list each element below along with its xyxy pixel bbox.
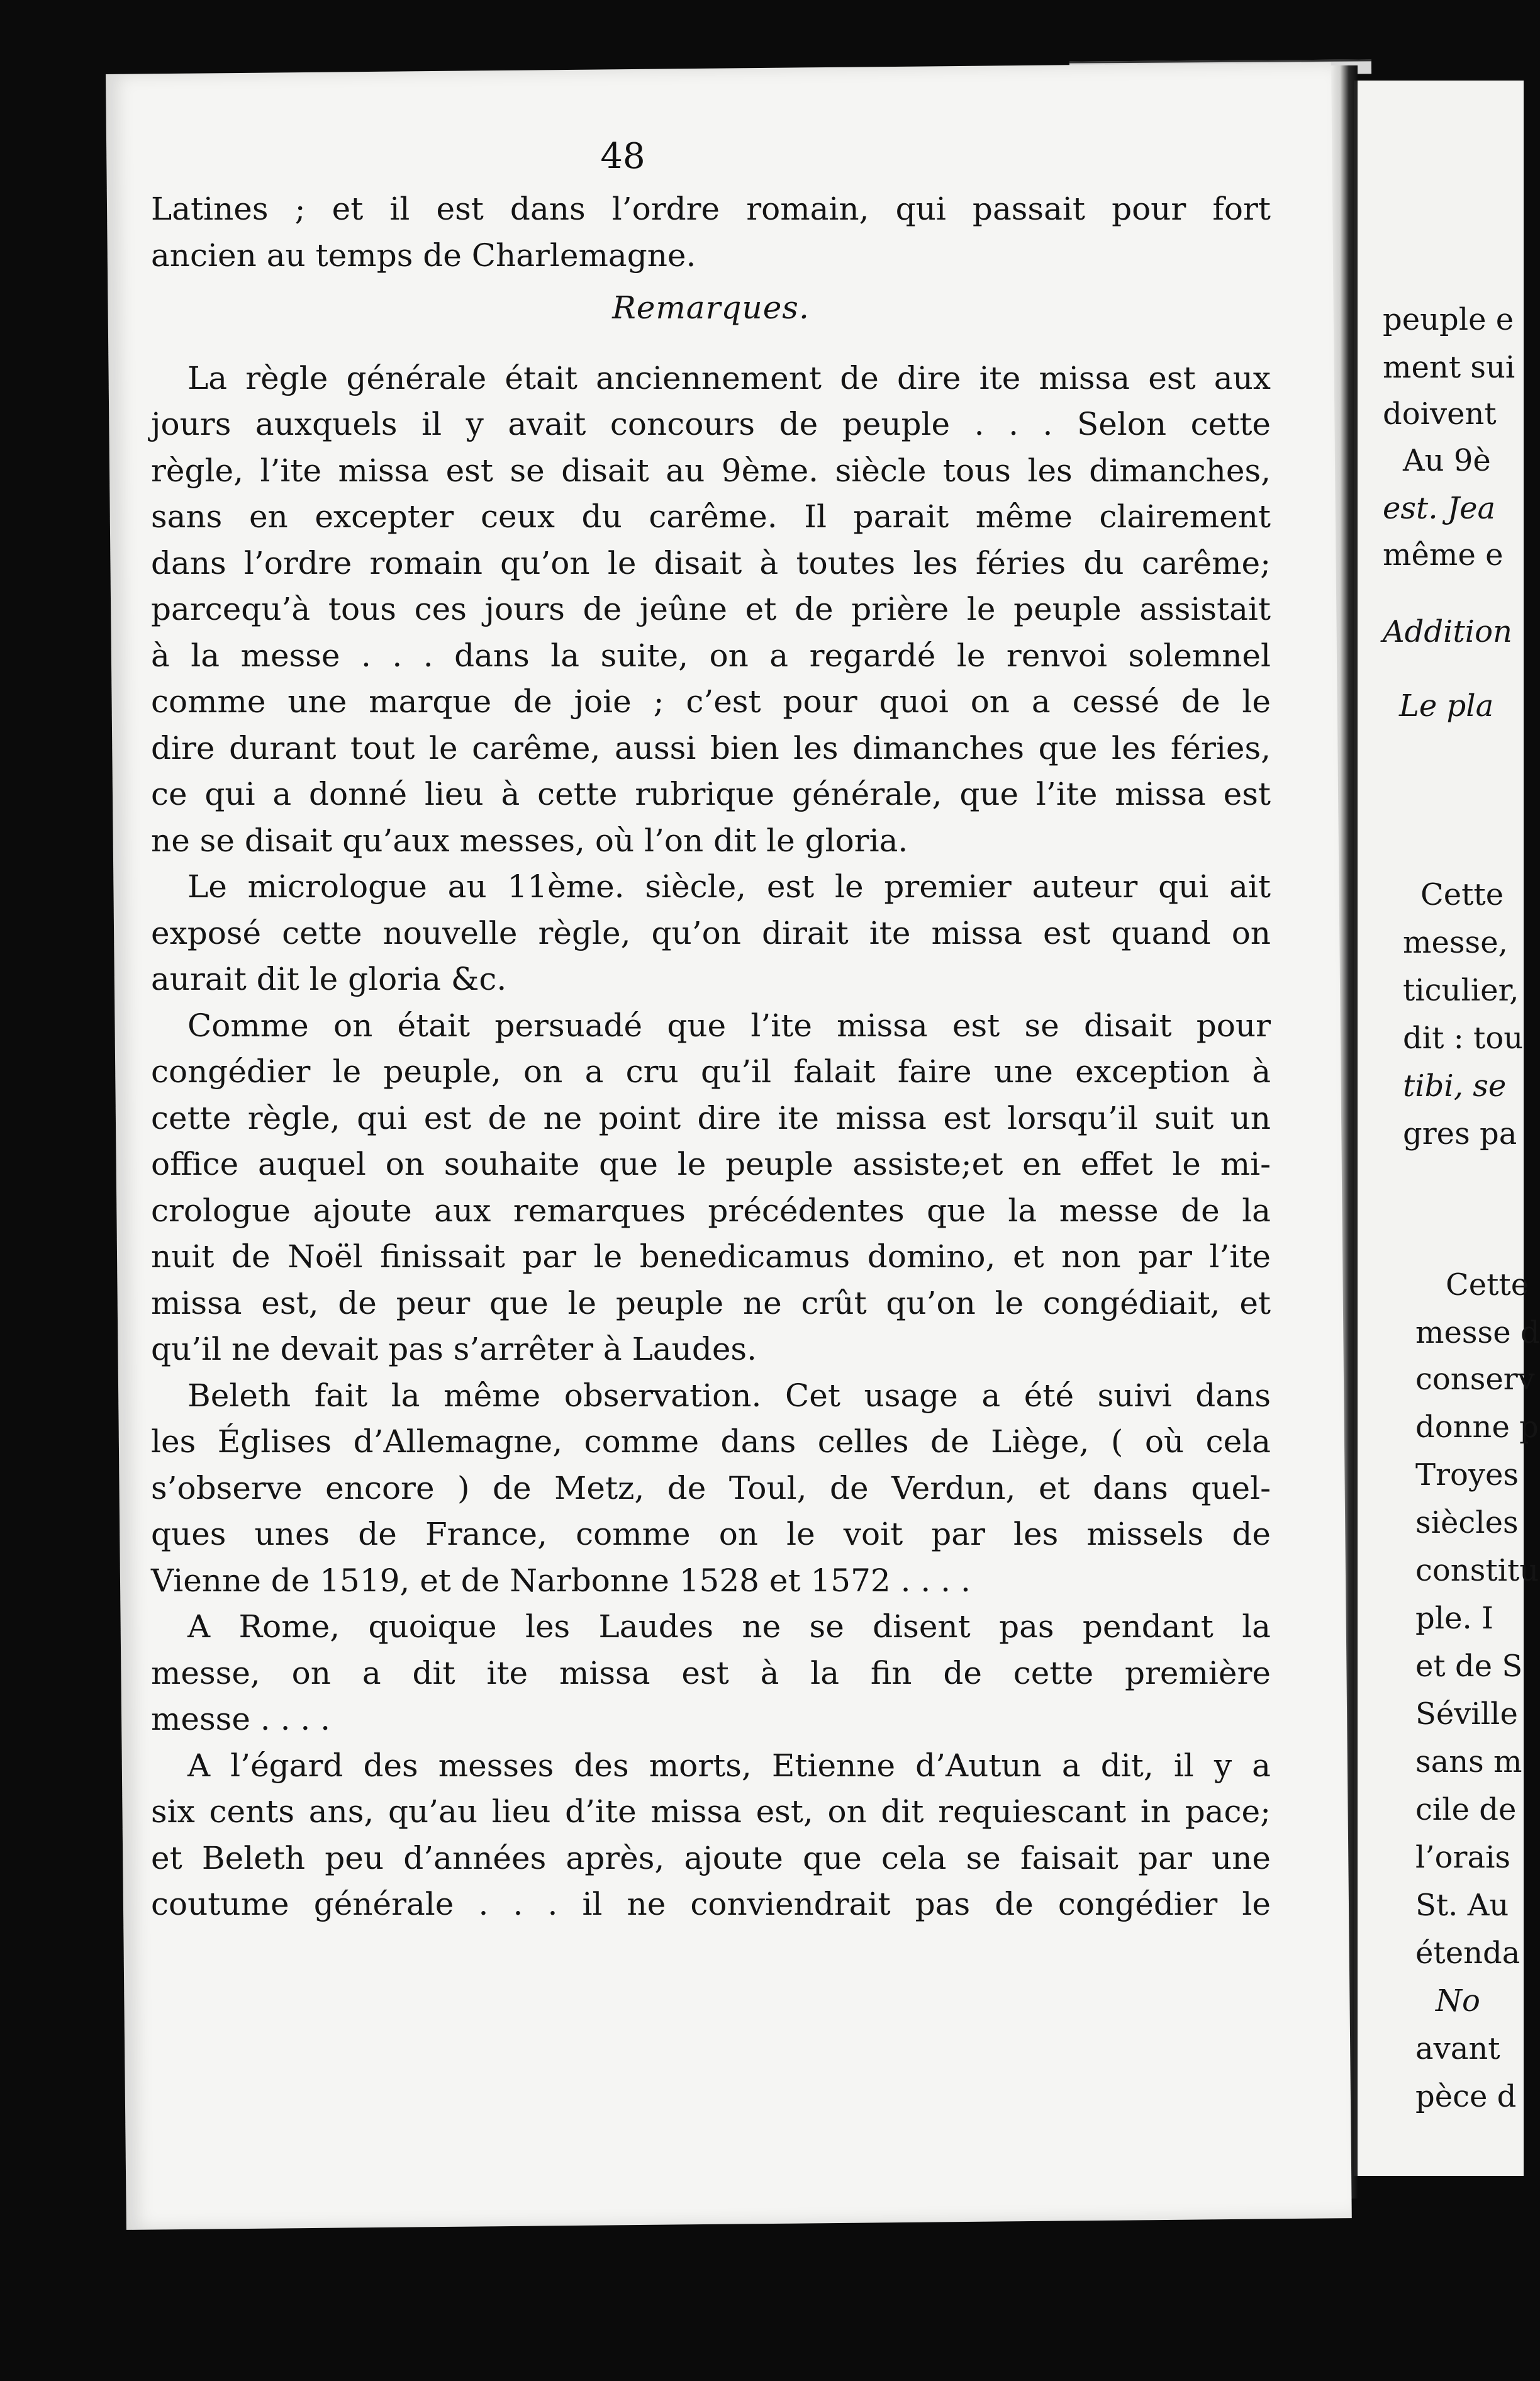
fragment-line: conserv: [1415, 1362, 1535, 1397]
text-line: La règle générale était anciennement de dire ite missa est aux: [187, 359, 1271, 396]
fragment-line: ment sui: [1383, 350, 1515, 385]
paragraph: [151, 1604, 1271, 1743]
text-line: sans en excepter ceux du carême. Il parait même clairement: [151, 498, 1271, 535]
fragment-line: No: [1436, 1983, 1480, 2019]
fragment-line: messe d: [1415, 1315, 1540, 1350]
text-line: Vienne de 1519, et de Narbonne 1528 et 1572 . . . .: [151, 1562, 971, 1599]
text-line: A l’égard des messes des morts, Etienne d’Autun a dit, il y a: [187, 1747, 1271, 1784]
fragment-line: Séville: [1415, 1696, 1518, 1732]
fragment-line: St. Au: [1415, 1888, 1509, 1923]
text-line: messe, on a dit ite missa est à la fin de cette première: [151, 1654, 1271, 1691]
paragraph: [151, 1743, 1271, 1928]
text-line: ce qui a donné lieu à cette rubrique générale, que l’ite missa est: [151, 776, 1271, 812]
text-line: office auquel on souhaite que le peuple assiste;et en effet le mi-: [151, 1146, 1271, 1182]
fragment-line: cile de: [1415, 1792, 1517, 1827]
fragment-line: Addition: [1383, 614, 1512, 649]
paragraph: [151, 356, 1271, 865]
text-line: missa est, de peur que le peuple ne crût qu’on le congédiait, et: [151, 1284, 1271, 1321]
text-line: comme une marque de joie ; c’est pour quoi on a cessé de le: [151, 683, 1271, 720]
text-line: aurait dit le gloria &c.: [151, 961, 507, 997]
fragment-line: messe,: [1403, 925, 1508, 960]
text-line: cette règle, qui est de ne point dire ite missa est lorsqu’il suit un: [151, 1099, 1271, 1136]
paragraph: [151, 864, 1271, 1003]
section-heading: Remarques.: [612, 289, 810, 326]
fragment-line: l’orais: [1415, 1840, 1511, 1875]
text-line: parcequ’à tous ces jours de jeûne et de prière le peuple assistait: [151, 591, 1271, 627]
text-line: congédier le peuple, on a cru qu’il falait faire une exception à: [151, 1053, 1271, 1090]
paragraph: [151, 1373, 1271, 1605]
fragment-line: Troyes: [1415, 1457, 1519, 1493]
page-number: 48: [600, 136, 645, 177]
text-line: Le micrologue au 11ème. siècle, est le premier auteur qui ait: [187, 868, 1271, 905]
fragment-line: Le pla: [1399, 688, 1494, 724]
text-line: coutume générale . . . il ne conviendrait pas de congédier le: [151, 1886, 1271, 1922]
fragment-line: ticulier,: [1403, 973, 1519, 1008]
fragment-line: Cette: [1446, 1267, 1529, 1303]
text-line: nuit de Noël finissait par le benedicamus domino, et non par l’ite: [151, 1238, 1271, 1275]
paragraph: [151, 1003, 1271, 1373]
text-line: ques unes de France, comme on le voit par les missels de: [151, 1516, 1271, 1552]
text-line: les Églises d’Allemagne, comme dans celles de Liège, ( où cela: [151, 1423, 1271, 1460]
text-line: A Rome, quoique les Laudes ne se disent pas pendant la: [187, 1608, 1271, 1645]
left-page-text: [151, 186, 1271, 1928]
fragment-line: sans m: [1415, 1744, 1522, 1779]
text-line: crologue ajoute aux remarques précédentes que la messe de la: [151, 1192, 1271, 1229]
fragment-line: même e: [1383, 537, 1504, 573]
text-line: qu’il ne devait pas s’arrêter à Laudes.: [151, 1331, 757, 1367]
fragment-line: tibi, se: [1403, 1068, 1507, 1104]
text-line: règle, l’ite missa est se disait au 9ème. siècle tous les dimanches,: [151, 452, 1271, 489]
text-line: s’observe encore ) de Metz, de Toul, de Verdun, et dans quel-: [151, 1469, 1271, 1506]
fragment-line: est. Jea: [1383, 491, 1496, 526]
text-line: jours auxquels il y avait concours de peuple . . . Selon cette: [151, 406, 1271, 442]
text-line: et Beleth peu d’années après, ajoute que cela se faisait par une: [151, 1839, 1271, 1876]
fragment-line: avant: [1415, 2031, 1500, 2066]
text-line: Latines ; et il est dans l’ordre romain, qui passait pour fort: [151, 191, 1271, 227]
text-line: Comme on était persuadé que l’ite missa est se disait pour: [187, 1007, 1271, 1044]
text-line: à la messe . . . dans la suite, on a regardé le renvoi solemnel: [151, 637, 1271, 674]
fragment-line: et de S: [1415, 1649, 1523, 1684]
text-line: exposé cette nouvelle règle, qu’on dirait ite missa est quand on: [151, 914, 1271, 951]
fragment-line: donne p: [1415, 1409, 1539, 1445]
fragment-line: pèce d: [1415, 2079, 1517, 2114]
fragment-line: doivent: [1383, 396, 1497, 432]
text-line: dire durant tout le carême, aussi bien les dimanches que les féries,: [151, 729, 1271, 766]
fragment-line: peuple e: [1383, 302, 1514, 337]
text-line: dans l’ordre romain qu’on le disait à toutes les féries du carême;: [151, 544, 1271, 581]
text-line: ne se disait qu’aux messes, où l’on dit le gloria.: [151, 822, 908, 859]
fragment-line: Au 9è: [1403, 443, 1491, 478]
text-line: ancien au temps de Charlemagne.: [151, 237, 696, 274]
fragment-line: dit : tou: [1403, 1021, 1524, 1056]
fragment-line: constitu: [1415, 1553, 1539, 1588]
text-line: Beleth fait la même observation. Cet usage a été suivi dans: [187, 1377, 1271, 1414]
fragment-line: ple. I: [1415, 1601, 1493, 1636]
fragment-line: étenda: [1415, 1936, 1520, 1971]
fragment-line: gres pa: [1403, 1116, 1517, 1151]
text-line: messe . . . .: [151, 1701, 331, 1737]
fragment-line: siècles: [1415, 1505, 1519, 1540]
fragment-line: Cette: [1420, 877, 1504, 912]
text-line: six cents ans, qu’au lieu d’ite missa est, on dit requiescant in pace;: [151, 1793, 1271, 1830]
